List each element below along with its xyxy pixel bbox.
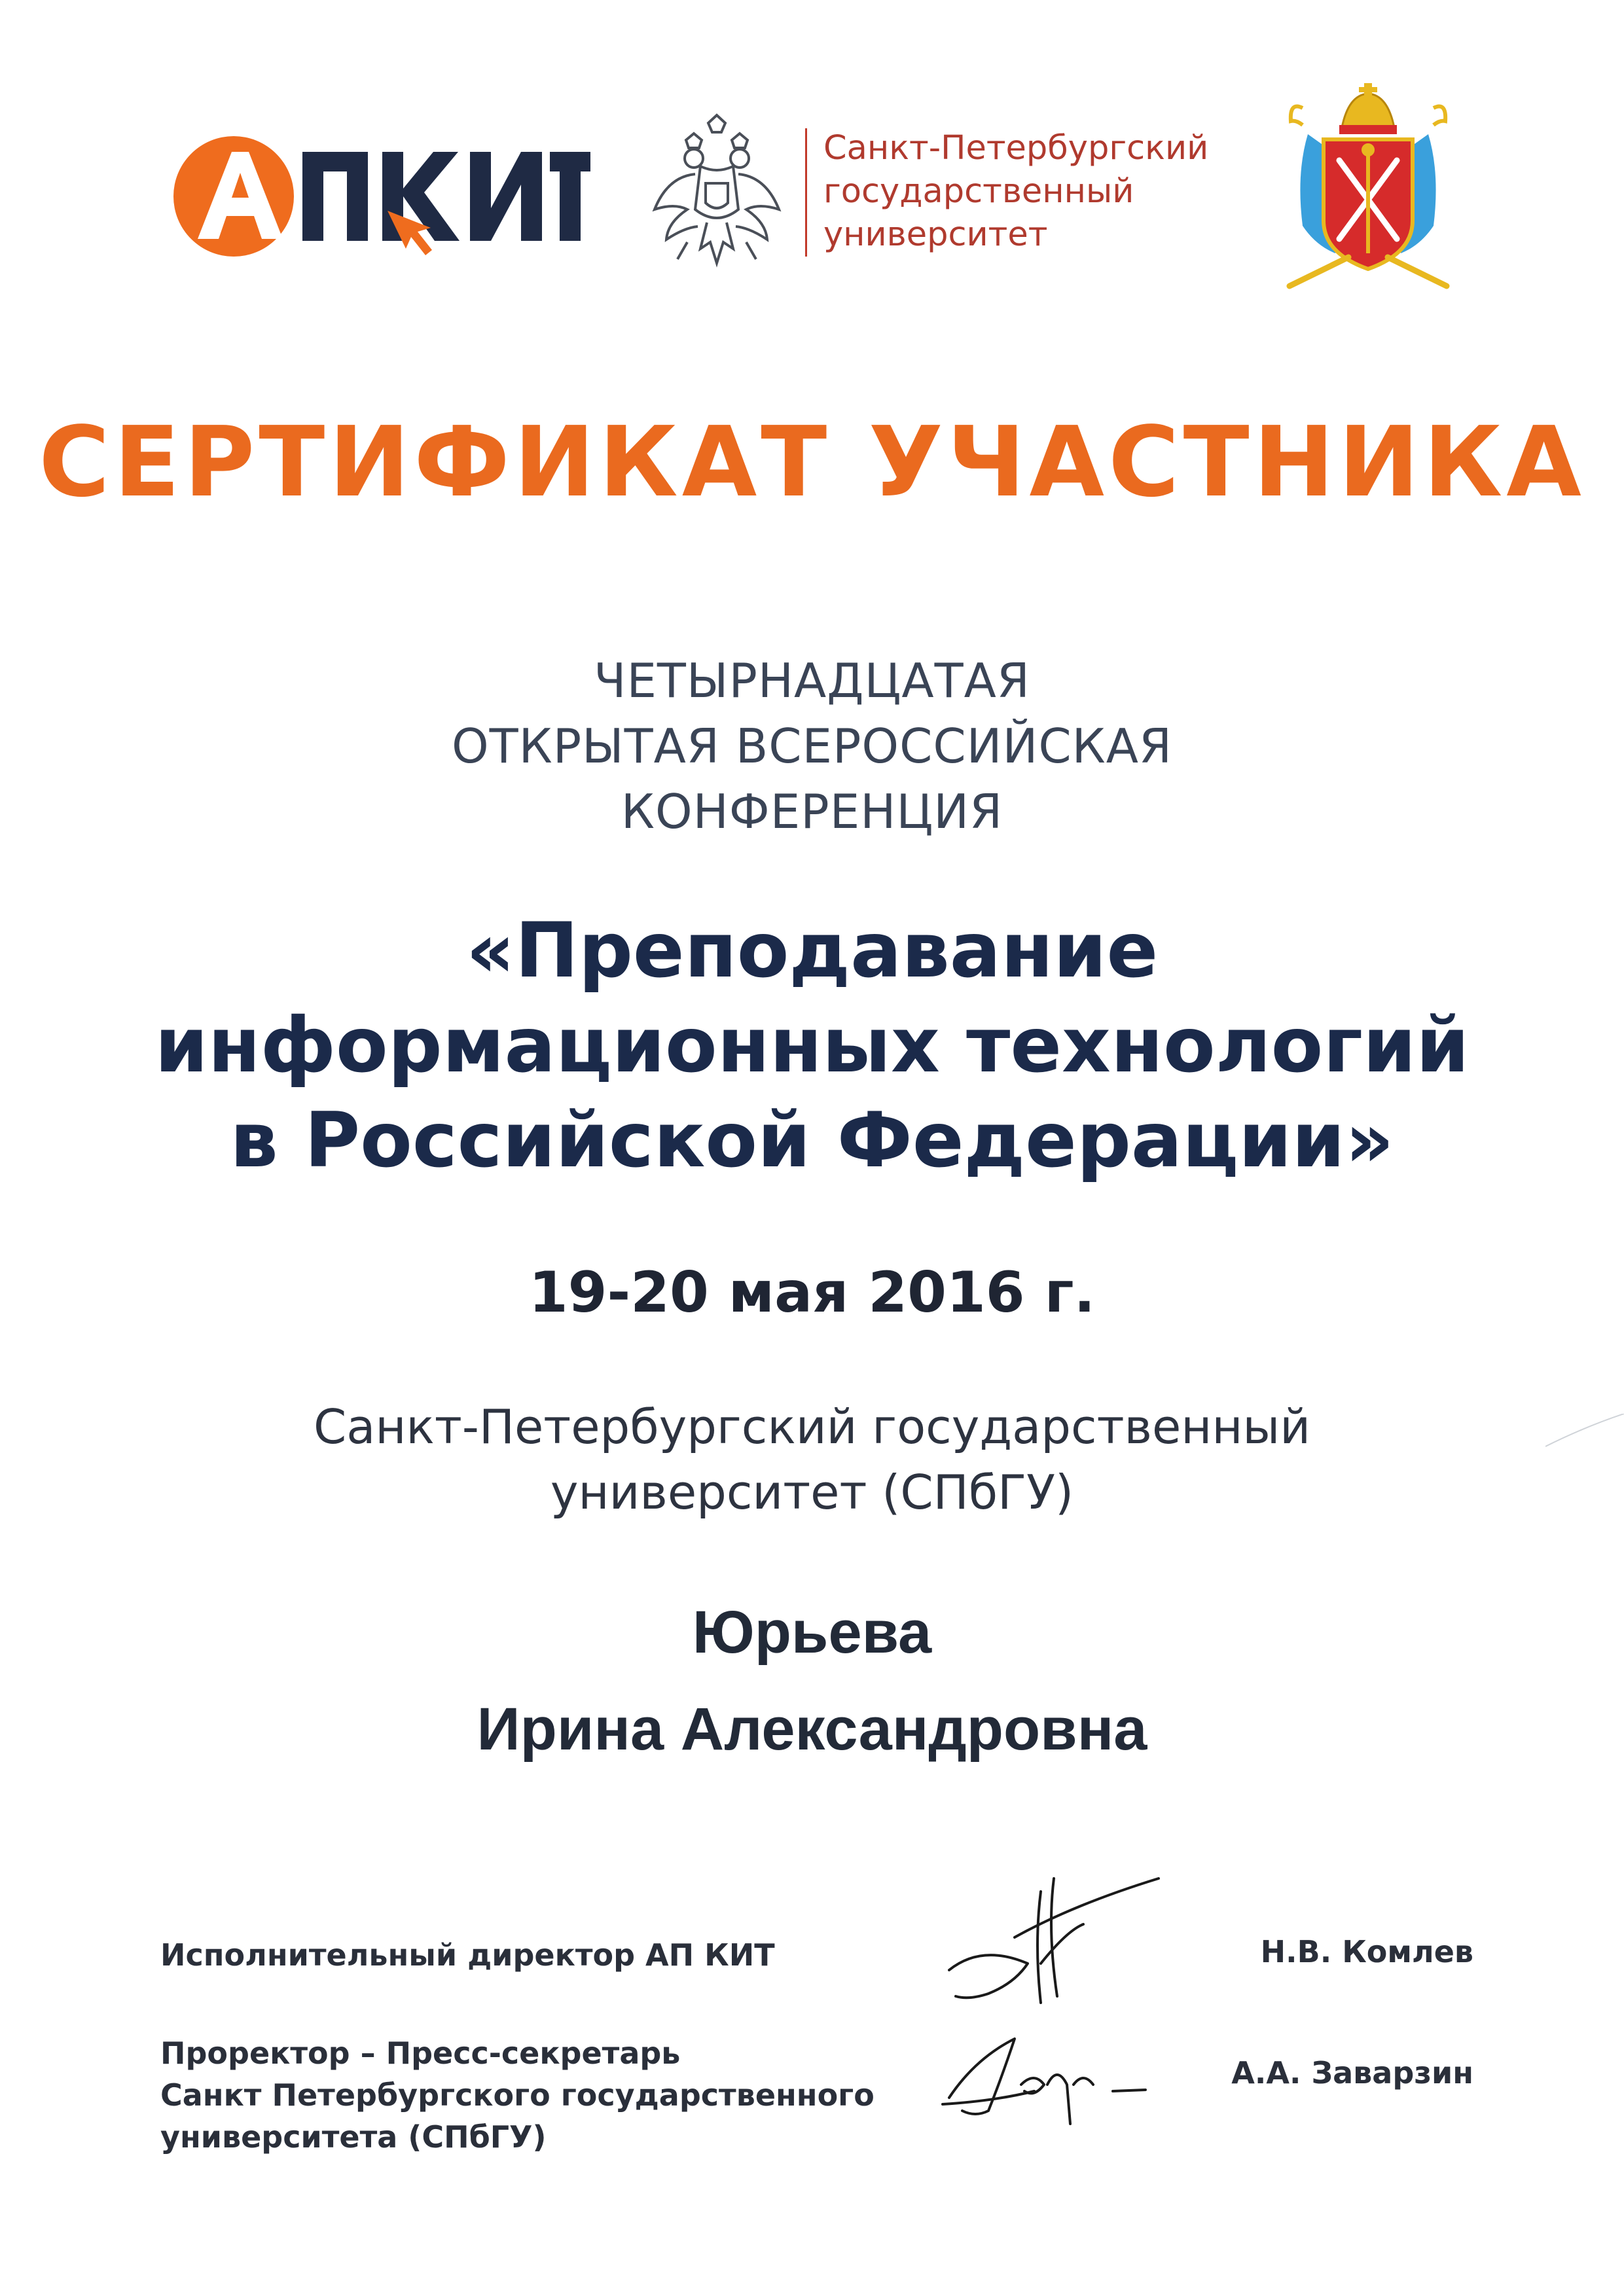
conference-date: 19-20 мая 2016 г. xyxy=(528,1260,1096,1325)
signatory-role-line: Санкт Петербургского государственного xyxy=(160,2077,875,2113)
certificate-title: СЕРТИФИКАТ УЧАСТНИКА xyxy=(39,406,1585,518)
university-name-line: Санкт-Петербургский xyxy=(823,129,1209,168)
signature-komlev xyxy=(943,1865,1165,2016)
signatory-role-spbu xyxy=(160,2032,875,2158)
signatory-name: Н.В. Комлев xyxy=(1260,1934,1473,1969)
conference-name-line: в Российской Федерации» xyxy=(230,1096,1394,1185)
participant-given-names: Ирина Александровна xyxy=(477,1696,1147,1763)
signatory-role-line: Проректор – Пресс-секретарь xyxy=(160,2036,681,2071)
university-name-line: университет xyxy=(823,215,1048,254)
conference-name-line: информационных технологий xyxy=(154,1001,1470,1090)
signature-zavarzin xyxy=(936,2019,1185,2130)
spbu-logo xyxy=(648,111,1211,275)
signatory-role-apkit xyxy=(160,1934,775,1976)
signatory-role-line: Исполнительный директор АП КИТ xyxy=(160,1937,775,1973)
signatory-role-line: университета (СПбГУ) xyxy=(160,2119,547,2155)
conference-intro-line: КОНФЕРЕНЦИЯ xyxy=(621,784,1003,839)
venue-line: Санкт-Петербургский государственный xyxy=(313,1399,1311,1454)
conference-intro-line: ОТКРЫТАЯ ВСЕРОССИЙСКАЯ xyxy=(451,719,1173,774)
conference-venue xyxy=(0,1394,1624,1525)
logo-divider xyxy=(805,128,807,257)
spb-coat-of-arms-icon xyxy=(1276,82,1460,291)
conference-intro-line: ЧЕТЫРНАДЦАТАЯ xyxy=(594,653,1030,708)
participant-surname: Юрьева xyxy=(692,1599,932,1666)
conference-name-line: «Преподавание xyxy=(465,906,1159,995)
venue-line: университет (СПбГУ) xyxy=(550,1465,1074,1520)
apkit-logo xyxy=(171,124,590,268)
participant-name xyxy=(0,1584,1624,1778)
conference-name xyxy=(0,903,1624,1188)
signatory-name: А.А. Заварзин xyxy=(1231,2055,1473,2090)
conference-intro xyxy=(0,648,1624,844)
scan-fold-mark xyxy=(1545,1414,1624,1453)
double-headed-eagle-icon xyxy=(648,111,785,275)
university-name-line: государственный xyxy=(823,172,1134,211)
university-name xyxy=(823,127,1208,257)
